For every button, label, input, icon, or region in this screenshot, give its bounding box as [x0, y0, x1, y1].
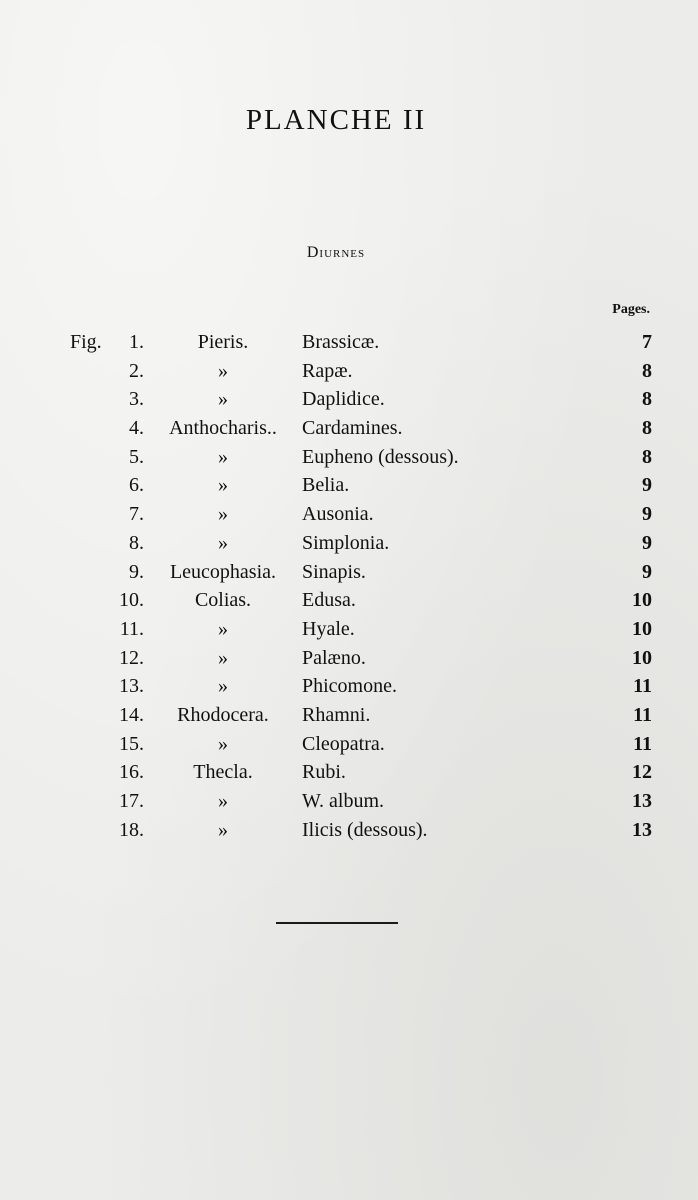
species-name: Rhamni.: [302, 703, 371, 726]
page-number: 10: [632, 646, 652, 669]
list-item: [0, 414, 698, 443]
page-number: 13: [632, 790, 652, 812]
species-name: Rubi.: [302, 761, 346, 784]
list-item: [0, 644, 698, 673]
genus-name: Anthocharis..: [169, 417, 277, 440]
genus-name: »: [218, 675, 228, 698]
species-name: Cleopatra.: [302, 732, 385, 755]
page-number: 8: [642, 359, 652, 382]
list-item: [0, 615, 698, 644]
page-number: 12: [632, 761, 652, 784]
list-item: [0, 328, 698, 357]
fig-label: Fig.: [70, 331, 102, 353]
page-number: 9: [642, 560, 652, 583]
list-item: [0, 701, 698, 730]
genus-name: »: [218, 617, 228, 640]
page-number: 10: [632, 617, 652, 640]
list-item: [0, 816, 698, 845]
species-name: Hyale.: [302, 617, 355, 640]
species-name: Brassicæ.: [302, 331, 380, 353]
genus-name: Thecla.: [193, 761, 253, 784]
species-name: Phicomone.: [302, 675, 397, 698]
genus-name: »: [218, 445, 228, 468]
genus-name: »: [218, 732, 228, 755]
figure-number: 15.: [119, 732, 144, 755]
page-number: 11: [633, 675, 652, 698]
species-name: W. album.: [302, 790, 385, 812]
species-name: Simplonia.: [302, 531, 390, 554]
list-item: [0, 586, 698, 615]
section-title: Diurnes: [306, 244, 366, 261]
page-number: 8: [642, 417, 652, 440]
figure-number: 9.: [129, 560, 144, 583]
genus-name: »: [218, 531, 228, 554]
list-item: [0, 500, 698, 529]
genus-name: »: [218, 790, 228, 812]
genus-name: Colias.: [194, 589, 252, 612]
genus-name: »: [218, 474, 228, 497]
list-item: [0, 385, 698, 414]
list-item: [0, 672, 698, 701]
figure-number: 5.: [129, 445, 144, 468]
figure-number: 1.: [129, 331, 144, 353]
figure-number: 11.: [119, 617, 144, 640]
genus-name: Pieris.: [197, 331, 249, 353]
figure-number: 12.: [119, 646, 144, 669]
species-name: Cardamines.: [302, 417, 403, 440]
figure-number: 14.: [119, 703, 144, 726]
list-item: [0, 787, 698, 816]
list-item: [0, 443, 698, 472]
page-number: 11: [633, 732, 652, 755]
figure-number: 10.: [119, 589, 144, 612]
page-number: 9: [642, 531, 652, 554]
species-name: Edusa.: [302, 589, 356, 612]
species-name: Palæno.: [302, 646, 366, 669]
page-number: 9: [642, 503, 652, 526]
page-number: 8: [642, 388, 652, 411]
genus-name: »: [218, 646, 228, 669]
figure-number: 17.: [119, 790, 144, 812]
pages-column-header: Pages.: [612, 302, 650, 317]
species-name: Ilicis (dessous).: [302, 818, 428, 841]
page-number: 8: [642, 445, 652, 468]
list-item: [0, 471, 698, 500]
figure-number: 13.: [119, 675, 144, 698]
species-name: Belia.: [302, 474, 350, 497]
figure-number: 16.: [119, 761, 144, 784]
genus-name: Rhodocera.: [177, 703, 269, 726]
list-item: [0, 357, 698, 386]
page-number: 13: [632, 818, 652, 841]
page-number: 9: [642, 474, 652, 497]
page-number: 7: [642, 331, 652, 353]
genus-name: »: [218, 359, 228, 382]
figure-number: 18.: [119, 818, 144, 841]
species-name: Eupheno (dessous).: [302, 445, 459, 468]
figure-number: 6.: [129, 474, 144, 497]
divider-rule: [276, 922, 398, 924]
figure-number: 8.: [129, 531, 144, 554]
figure-list: [0, 328, 698, 844]
plate-title: PLANCHE II: [245, 104, 427, 136]
genus-name: »: [218, 388, 228, 411]
list-item: [0, 558, 698, 587]
list-item: [0, 529, 698, 558]
list-item: [0, 730, 698, 759]
figure-number: 2.: [129, 359, 144, 382]
list-item: [0, 758, 698, 787]
species-name: Rapæ.: [302, 359, 353, 382]
species-name: Ausonia.: [302, 503, 374, 526]
page-number: 11: [633, 703, 652, 726]
species-name: Sinapis.: [302, 560, 366, 583]
genus-name: »: [218, 818, 228, 841]
page-number: 10: [632, 589, 652, 612]
figure-number: 4.: [129, 417, 144, 440]
genus-name: Leucophasia.: [169, 560, 277, 583]
figure-number: 3.: [129, 388, 144, 411]
species-name: Daplidice.: [302, 388, 385, 411]
genus-name: »: [218, 503, 228, 526]
figure-number: 7.: [129, 503, 144, 526]
